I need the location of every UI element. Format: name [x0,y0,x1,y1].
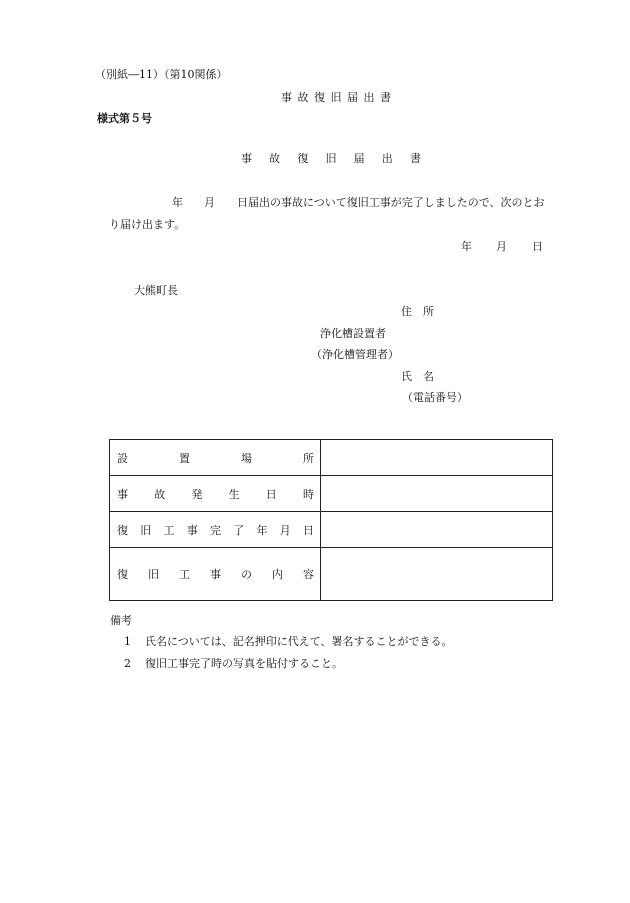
small-title: 事 故 復 旧 届 出 書 [281,91,392,104]
label-char: 容 [303,568,314,581]
row-label-completion-date [110,512,321,548]
title-char: 書 [409,152,421,165]
body-month: 月 [204,196,215,209]
label-char: 復 [117,523,128,537]
row-label-location [110,440,321,476]
name-label: 氏 名 [401,370,434,383]
note-number: 2 [124,657,131,670]
title-char: 旧 [325,152,337,165]
document-title [241,153,421,164]
title-char: 届 [353,152,365,165]
address-label: 住 所 [401,305,434,318]
label-char: 時 [302,487,314,501]
reference-line: （別紙―11）（第10関係） [95,68,228,81]
manager-label: （浄化槽管理者） [311,348,399,361]
label-char: の [241,568,252,581]
label-char: 設 [117,451,128,465]
label-char: 所 [303,451,314,465]
incident-table [109,439,553,601]
body-line-2: り届け出ます。 [109,218,186,231]
label-char: 復 [117,568,128,581]
label-char: 内 [272,568,283,581]
row-label-incident-date [110,476,321,512]
label-char: 発 [191,487,203,501]
phone-label: （電話番号） [402,391,468,404]
title-char: 事 [241,152,252,165]
note-text: 復旧工事完了時の写真を貼付すること。 [145,657,343,670]
label-char: 工 [179,568,190,581]
label-char: 日 [303,523,314,537]
date-month: 月 [496,240,507,253]
label-char: 場 [241,451,252,465]
recipient: 大熊町長 [134,284,178,297]
row-label-work-content [110,548,321,601]
label-char: 完 [210,523,221,537]
date-day: 日 [532,240,543,253]
label-char: 旧 [148,568,159,581]
label-char: 了 [233,523,245,537]
table-row [110,440,553,476]
value-incident-date[interactable] [321,476,553,512]
label-char: 工 [163,523,175,537]
body-year: 年 [172,196,183,209]
label-char: 日 [265,487,277,501]
notes-heading: 備考 [110,614,132,627]
title-char: 復 [297,152,309,165]
title-char: 故 [269,152,281,165]
form-number: 様式第５号 [97,112,152,125]
label-char: 故 [154,487,166,501]
label-char: 事 [117,487,128,501]
title-char: 出 [381,152,393,165]
installer-label: 浄化槽設置者 [320,327,386,340]
value-work-content[interactable] [321,548,553,601]
label-char: 置 [179,451,190,465]
label-char: 事 [186,523,198,537]
label-char: 旧 [140,523,152,537]
label-char: 事 [210,568,221,581]
value-completion-date[interactable] [321,512,553,548]
label-char: 生 [228,487,240,501]
label-char: 月 [279,523,291,537]
label-char: 年 [256,523,268,537]
value-location[interactable] [321,440,553,476]
date-year: 年 [461,240,472,253]
table-row [110,512,553,548]
table-row [110,548,553,601]
body-line-1: 日届出の事故について復旧工事が完了しましたので、次のとお [237,196,545,209]
note-text: 氏名については、記名押印に代えて、署名することができる。 [145,635,453,648]
table-row [110,476,553,512]
note-number: 1 [124,635,131,648]
